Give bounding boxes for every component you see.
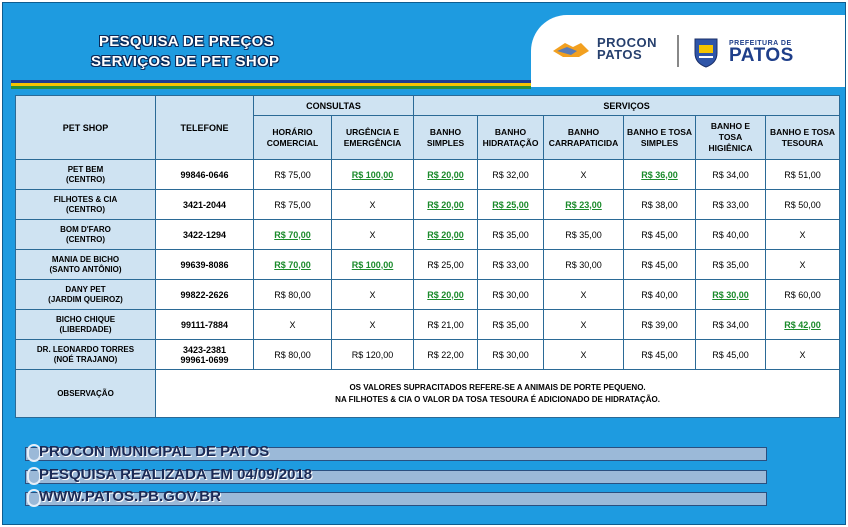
price-cell: X [766,250,840,280]
logo-divider [677,35,679,67]
phone-number: 3423-2381 [182,344,227,355]
subheader-cell: BANHO E TOSA SIMPLES [624,116,696,160]
pet-shop-name: MANIA DE BICHO [51,254,120,264]
price-cell: R$ 51,00 [766,160,840,190]
best-price-cell: R$ 36,00 [624,160,696,190]
price-cell: R$ 34,00 [696,310,766,340]
price-cell: R$ 30,00 [478,340,544,370]
best-price-cell: R$ 20,00 [414,280,478,310]
price-cell: R$ 30,00 [478,280,544,310]
phone-cell [156,250,254,280]
obs-label: OBSERVAÇÃO [16,370,156,418]
price-cell: X [544,280,624,310]
obs-line2: NA FILHOTES & CIA O VALOR DA TOSA TESOURA É ADICIONADO DE HIDRATAÇÃO. [335,394,660,404]
price-cell: R$ 40,00 [624,280,696,310]
pet-shop-cell [16,280,156,310]
prefeitura-logo [689,35,794,69]
best-price-cell: R$ 20,00 [414,190,478,220]
header-telefone: TELEFONE [156,96,254,160]
header-band [11,13,837,89]
phone-cell [156,190,254,220]
price-cell: R$ 45,00 [624,340,696,370]
table-row [16,190,840,220]
procon-name: PROCON [597,35,658,50]
price-cell: R$ 38,00 [624,190,696,220]
pet-shop-name: PET BEM [67,164,104,174]
price-cell: X [766,220,840,250]
subheader-cell: HORÁRIO COMERCIAL [254,116,332,160]
phone-cell [156,280,254,310]
phone-number: 99111-7884 [180,319,229,330]
handshake-icon [551,37,591,61]
price-cell: R$ 75,00 [254,160,332,190]
price-cell: X [766,340,840,370]
page-title-line2: SERVIÇOS DE PET SHOP [91,53,280,70]
price-cell: R$ 35,00 [696,250,766,280]
price-cell: R$ 33,00 [478,250,544,280]
prefeitura-label: PREFEITURA DE [729,39,792,47]
price-cell: R$ 30,00 [544,250,624,280]
best-price-cell: R$ 20,00 [414,220,478,250]
best-price-cell: R$ 30,00 [696,280,766,310]
subheader-cell: BANHO HIDRATAÇÃO [478,116,544,160]
price-cell: R$ 25,00 [414,250,478,280]
price-cell: R$ 120,00 [332,340,414,370]
best-price-cell: R$ 25,00 [478,190,544,220]
pet-shop-location: (CENTRO) [65,234,106,244]
price-cell: X [332,310,414,340]
best-price-cell: R$ 42,00 [766,310,840,340]
price-cell: R$ 80,00 [254,340,332,370]
price-cell: R$ 21,00 [414,310,478,340]
footer-line2: PESQUISA REALIZADA EM 04/09/2018 [39,466,313,483]
pet-shop-cell [16,310,156,340]
table-row [16,310,840,340]
phone-number: 3422-1294 [182,229,227,240]
best-price-cell: R$ 70,00 [254,220,332,250]
phone-number: 99822-2626 [180,289,229,300]
price-cell: R$ 35,00 [478,220,544,250]
price-cell: X [544,160,624,190]
price-cell: R$ 50,00 [766,190,840,220]
header-consultas: CONSULTAS [254,96,414,116]
price-table [15,95,840,418]
phone-number: 99639-8086 [180,259,229,270]
price-cell: R$ 40,00 [696,220,766,250]
price-cell: X [332,190,414,220]
price-cell: R$ 60,00 [766,280,840,310]
price-cell: X [332,220,414,250]
pet-shop-cell [16,340,156,370]
price-cell: X [332,280,414,310]
pet-shop-cell [16,190,156,220]
price-cell: R$ 45,00 [696,340,766,370]
pet-shop-location: (CENTRO) [65,204,106,214]
best-price-cell: R$ 100,00 [332,160,414,190]
table-row [16,250,840,280]
page-title-line1: PESQUISA DE PREÇOS [99,33,274,50]
table-row [16,220,840,250]
procon-logo [551,37,657,61]
price-cell: R$ 35,00 [478,310,544,340]
price-cell: R$ 39,00 [624,310,696,340]
pet-shop-location: (CENTRO) [65,174,106,184]
pet-shop-location: (LIBERDADE) [59,324,112,334]
phone-cell [156,310,254,340]
price-cell: R$ 22,00 [414,340,478,370]
best-price-cell: R$ 70,00 [254,250,332,280]
phone-number: 3421-2044 [182,199,227,210]
city-crest-icon [689,35,723,69]
pet-shop-cell [16,160,156,190]
pet-shop-name: DR. LEONARDO TORRES [36,344,135,354]
procon-city: PATOS [597,47,643,62]
price-cell: R$ 34,00 [696,160,766,190]
stripe-green [11,86,531,89]
phone-cell [156,340,254,370]
price-cell: X [544,340,624,370]
price-cell: R$ 45,00 [624,220,696,250]
pet-shop-cell [16,220,156,250]
phone-number-2: 99961-0699 [180,354,229,365]
price-cell: X [544,310,624,340]
price-table-wrap [15,95,839,418]
price-cell: R$ 32,00 [478,160,544,190]
footer-line1: PROCON MUNICIPAL DE PATOS [39,443,270,460]
subheader-cell: URGÊNCIA E EMERGÊNCIA [332,116,414,160]
price-table-body [16,160,840,370]
phone-cell [156,220,254,250]
header-pet-shop: PET SHOP [16,96,156,160]
pet-shop-name: DANY PET [65,284,106,294]
subheader-cell: BANHO E TOSA TESOURA [766,116,840,160]
pet-shop-location: (NOÉ TRAJANO) [53,354,118,364]
phone-cell [156,160,254,190]
table-row [16,340,840,370]
price-cell: X [254,310,332,340]
phone-number: 99846-0646 [180,169,229,180]
pet-shop-location: (SANTO ANTÔNIO) [49,264,122,274]
best-price-cell: R$ 100,00 [332,250,414,280]
infographic-frame [2,2,846,525]
pet-shop-name: FILHOTES & CIA [53,194,118,204]
subheader-cell: BANHO CARRAPATICIDA [544,116,624,160]
pet-shop-name: BOM D'FARO [60,224,111,234]
footer-line3: WWW.PATOS.PB.GOV.BR [39,488,221,505]
best-price-cell: R$ 20,00 [414,160,478,190]
prefeitura-city: PATOS [729,44,794,66]
pet-shop-cell [16,250,156,280]
table-row [16,160,840,190]
obs-text [156,370,840,418]
subheader-cell: BANHO E TOSA HIGIÊNICA [696,116,766,160]
price-cell: R$ 80,00 [254,280,332,310]
price-cell: R$ 75,00 [254,190,332,220]
price-cell: R$ 45,00 [624,250,696,280]
title-area [11,13,531,89]
obs-line1: OS VALORES SUPRACITADOS REFERE-SE A ANIMAIS DE PORTE PEQUENO. [349,382,646,392]
logo-panel [531,15,845,87]
subheader-cell: BANHO SIMPLES [414,116,478,160]
header-servicos: SERVIÇOS [414,96,840,116]
best-price-cell: R$ 23,00 [544,190,624,220]
pet-shop-location: (JARDIM QUEIROZ) [48,294,123,304]
table-row [16,280,840,310]
price-cell: R$ 35,00 [544,220,624,250]
price-cell: R$ 33,00 [696,190,766,220]
pet-shop-name: BICHO CHIQUE [55,314,116,324]
